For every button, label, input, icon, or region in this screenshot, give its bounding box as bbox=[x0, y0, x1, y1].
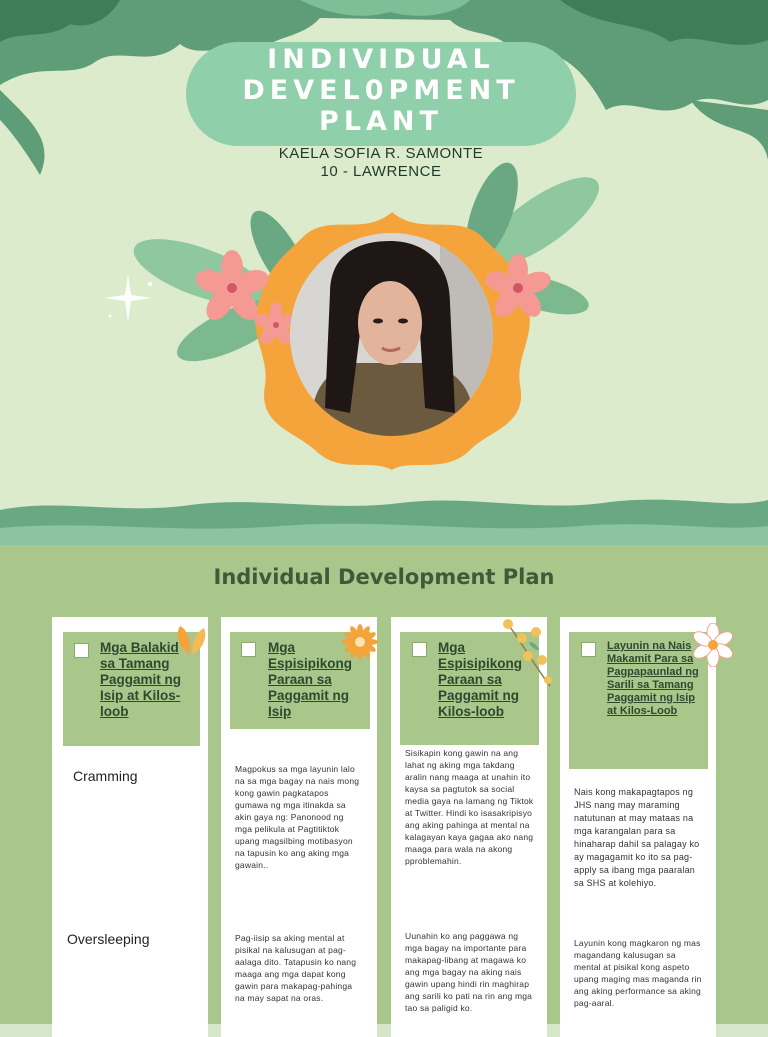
author-section: 10 - LAWRENCE bbox=[320, 163, 442, 180]
row-1-goal: Nais kong makapagtapos ng JHS nang may maraming natutunan at may mataas na mga karangalan para sa hinaharap dahil sa palagay ko ay magagamit ko ito sa pag-apply sa ibang mga paaralan sa SHS at kolehiyo. bbox=[574, 787, 700, 888]
column-3-header-text: Mga Espisipikong Paraan sa Paggamit ng Kilos-loob bbox=[438, 640, 523, 719]
row-2-goal: Layunin kong magkaron ng mas magandang kalusugan sa mental at pisikal kong aspeto upang maging mas maganda rin ang aking performance sa aking pag-aaral. bbox=[574, 938, 702, 1008]
row-2-mind-method: Pag-iisip sa aking mental at pisikal na kalusugan at pag-aalaga dito. Tatapusin ko nang maaga ang mga dapat kong gawin para makapag-pahinga na may sapat na oras. bbox=[235, 933, 357, 1003]
author-name: KAELA SOFIA R. SAMONTE bbox=[278, 145, 484, 162]
column-goals bbox=[560, 617, 716, 1037]
column-1-header-text: Mga Balakid sa Tamang Paggamit ng Isip at Kilos-loob bbox=[100, 640, 182, 719]
column-1-checkbox[interactable] bbox=[74, 643, 89, 658]
column-obstacles bbox=[52, 617, 208, 1037]
butterfly-icon bbox=[174, 622, 208, 658]
column-mind-methods bbox=[221, 617, 377, 1037]
column-2-header-text: Mga Espisipikong Paraan sa Paggamit ng Isip bbox=[268, 640, 353, 719]
row-2-label: Oversleeping bbox=[67, 931, 150, 947]
flower-icon-orange bbox=[342, 624, 378, 660]
flower-sprig-icon bbox=[498, 616, 562, 692]
sparkle-icon bbox=[104, 274, 152, 322]
column-3-checkbox[interactable] bbox=[412, 642, 427, 657]
column-2-checkbox[interactable] bbox=[241, 642, 256, 657]
row-1-will-method: Sisikapin kong gawin na ang lahat ng aking mga takdang aralin nang maaga at unahin ito kaysa sa pagtutok sa social media gaya na lamang ng Tiktok at Twitter. Hindi ko isasakripisyo ang aking pahinga at mental na kalagayan kaya gagaa ako nang maaga para wala na akong pproblemahin. bbox=[405, 748, 534, 866]
section-heading: Individual Development Plan bbox=[213, 565, 555, 589]
row-1-mind-method: Magpokus sa mga layunin lalo na sa mga bagay na nais mong kong gawin pagkatapos gumawa ng mga itinakda sa akin gaya ng: Panonood ng mga pelikula at Pagtitiktok upang magsilbing motibasyon na tapusin ko ang aking mga gawain.. bbox=[235, 764, 360, 870]
row-1-label: Cramming bbox=[73, 768, 138, 784]
white-flower-icon bbox=[690, 623, 736, 667]
portrait-photo bbox=[290, 233, 493, 436]
author-block bbox=[186, 145, 576, 181]
column-4-header bbox=[569, 632, 708, 769]
column-4-checkbox[interactable] bbox=[581, 642, 596, 657]
title-line-1: INDIVIDUAL bbox=[267, 44, 495, 75]
title-line-3: PLANT bbox=[319, 106, 443, 137]
title-line-2: DEVEL0PMENT bbox=[242, 75, 520, 106]
page-title bbox=[186, 44, 576, 137]
row-2-will-method: Uunahin ko ang paggawa ng mga bagay na importante para makapag-libang at magawa ko ang mga bagay na aking nais gawin upang hindi rin maghirap ang sarili ko pati na rin ang mga tao sa paligid ko. bbox=[405, 931, 533, 1013]
column-4-header-text: Layunin na Nais Makamit Para sa Pagpapaunlad ng Sarili sa Tamang Paggamit ng Isip at Kilos-Loob bbox=[607, 640, 699, 717]
